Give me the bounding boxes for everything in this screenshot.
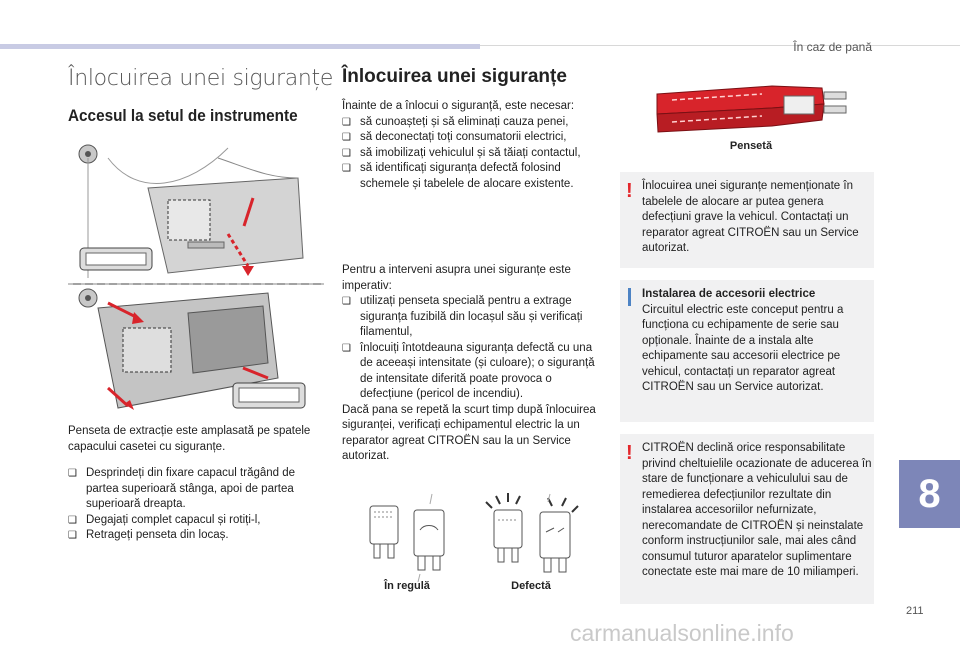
info-text: Circuitul electric este conceput pentru a funcționa cu echipamente de serie sau opționale. Înainte de a instala alte echipamente sau accesorii electrice pe vehicul, contactați un reparator agreat CITROËN sau un Service autorizat. — [642, 303, 844, 393]
prerequisites — [342, 99, 602, 192]
list-item: ❑ să cunoașteți și să eliminați cauza penei, — [342, 115, 602, 131]
bullet-icon: ❑ — [68, 468, 77, 479]
procedure — [342, 263, 602, 465]
access-steps — [68, 466, 326, 544]
bullet-icon: ❑ — [342, 163, 351, 174]
info-box-accessories — [620, 280, 874, 422]
fuse-defect-caption: Defectă — [511, 580, 551, 592]
subsection-title: Accesul la setul de instrumente — [68, 106, 298, 125]
fuse-comparison-illustration — [362, 490, 592, 582]
list-item: ❑ să deconectați toți consumatorii electrici, — [342, 130, 602, 146]
warning-icon: ! — [626, 442, 633, 464]
tweezers-illustration — [652, 74, 852, 140]
warning-icon: ! — [626, 180, 633, 202]
procedure-intro: Pentru a interveni asupra unei siguranțe este imperativ: — [342, 264, 571, 292]
info-content — [642, 287, 870, 396]
list-item: ❑ Retrageți penseta din locaș. — [68, 528, 326, 544]
bullet-icon: ❑ — [68, 514, 77, 526]
warning-text: Înlocuirea unei siguranțe nemenționate în tabelele de alocare ar putea genera defecțiuni grave la vehicul. Contactați un reparator agreat CITROËN sau un Service autorizat. — [642, 180, 859, 254]
bullet-icon: ❑ — [342, 132, 351, 143]
tweezers-caption: Pensetă — [729, 140, 773, 152]
bullet-icon: ❑ — [342, 116, 351, 128]
liability-text: CITROËN declină orice responsabilitate privind cheltuielile ocazionate de aducerea în stare de funcționare a vehiculului sau de remedierea defecțiunilor rezultate din instalarea accesoriilor nefurnizate, nerecomandate de CITROËN și neinstalate conform instrucțiunilor sale, mai ales când consumul tuturor aparatelor suplimentare conectate este mai mare de 10 miliamperi. — [642, 442, 872, 578]
bullet-icon: ❑ — [342, 296, 351, 307]
info-icon — [628, 288, 631, 306]
fuse-ok-caption: În regulă — [384, 580, 430, 592]
list-item: ❑ să identificați siguranța defectă folosind schemele și tabelele de alocare existente. — [342, 162, 574, 190]
list-item: ❑ să imobilizați vehiculul și să tăiați contactul, — [342, 146, 602, 162]
warning-box-liability — [620, 434, 874, 604]
watermark: carmanualsonline.info — [570, 620, 794, 646]
chapter-tab: 8 — [899, 460, 960, 528]
chapter-header: În caz de pană — [793, 40, 872, 54]
bullet-icon: ❑ — [342, 342, 351, 354]
intro-paragraph: Penseta de extracție este amplasată pe spatele capacului casetei cu siguranțe. — [68, 425, 311, 453]
warning-box-unlisted-fuse — [620, 172, 874, 268]
list-item: ❑ Degajați complet capacul și rotiți-l, — [68, 513, 326, 529]
info-title: Instalarea de accesorii electrice — [642, 288, 816, 300]
header-rule — [480, 45, 960, 46]
bullet-icon: ❑ — [68, 530, 77, 541]
page-number: 211 — [906, 605, 924, 617]
list-item: ❑ înlocuiți întotdeauna siguranța defectă cu una de aceeași intensitate (și culoare); o siguranță de intensitate diferită poate provoca o defecțiune (pericol de incendiu). — [342, 341, 595, 400]
section-title: Înlocuirea unei siguranțe — [68, 66, 334, 91]
repeat-paragraph: Dacă pana se repetă la scurt timp după înlocuirea siguranței, verificați echipamentul electric la un reparator agreat CITROËN sau la un Service autorizat. — [342, 403, 596, 462]
prereq-intro: Înainte de a înlocui o siguranță, este necesar: — [342, 100, 575, 112]
list-item: ❑ utilizați penseta specială pentru a extrage siguranța fuzibilă din locașul său și verificați filamentul, — [342, 295, 583, 338]
header-accent-bar — [0, 44, 480, 49]
middle-title: Înlocuirea unei siguranțe — [342, 66, 567, 87]
list-item: ❑ Desprindeți din fixare capacul trăgând de partea superioară stânga, apoi de partea superioară dreapta. — [68, 467, 296, 510]
fuse-box-illustration — [68, 138, 324, 428]
bullet-icon: ❑ — [342, 147, 351, 159]
